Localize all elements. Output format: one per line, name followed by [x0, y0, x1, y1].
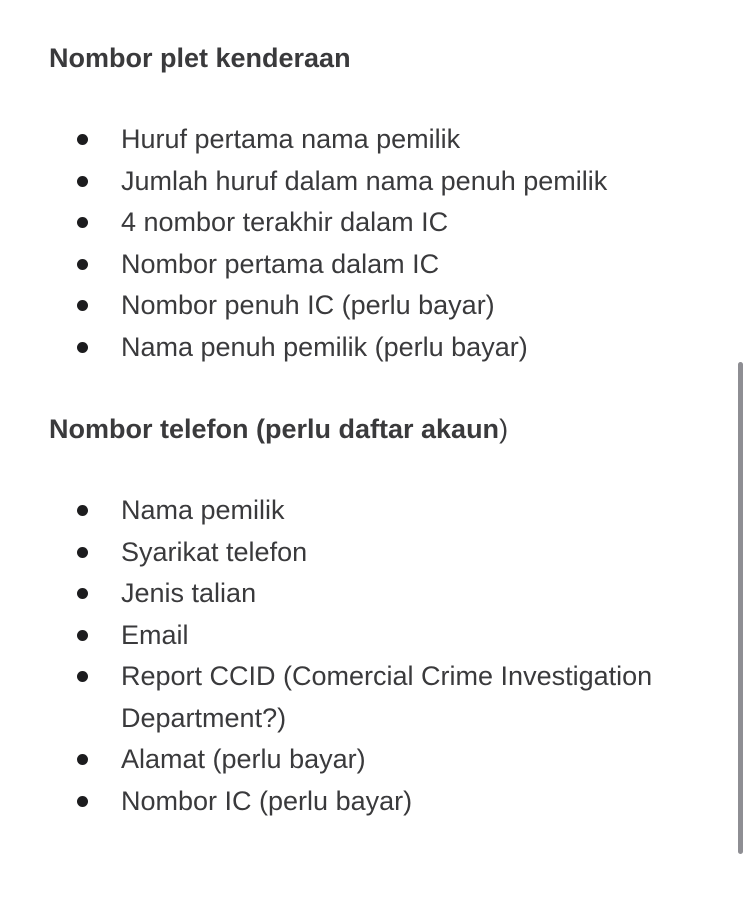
list-item: Alamat (perlu bayar): [49, 739, 729, 781]
list-item: Nombor penuh IC (perlu bayar): [49, 285, 729, 327]
bullet-icon: [77, 588, 88, 599]
list-item: Email: [49, 615, 729, 657]
section-heading-vehicle-plate: [49, 38, 729, 78]
bullet-icon: [77, 671, 88, 682]
bullet-icon: [77, 176, 88, 187]
bullet-icon: [77, 217, 88, 228]
bullet-icon: [77, 796, 88, 807]
bullet-icon: [77, 754, 88, 765]
bullet-icon: [77, 342, 88, 353]
vehicle-plate-list: [49, 119, 729, 368]
vertical-scrollbar[interactable]: [738, 362, 743, 854]
bullet-icon: [77, 630, 88, 641]
phone-number-list: [49, 490, 729, 822]
list-item: Nama pemilik: [49, 490, 729, 532]
list-item: 4 nombor terakhir dalam IC: [49, 202, 729, 244]
bullet-icon: [77, 134, 88, 145]
heading-text-tail: ): [499, 414, 509, 444]
list-item: Report CCID (Comercial Crime Investigation Department?): [49, 656, 729, 739]
bullet-icon: [77, 505, 88, 516]
section-heading-phone-number: [49, 409, 729, 449]
list-item: Syarikat telefon: [49, 532, 729, 574]
bullet-icon: [77, 300, 88, 311]
list-item: Nombor pertama dalam IC: [49, 244, 729, 286]
bullet-icon: [77, 259, 88, 270]
list-item: Nama penuh pemilik (perlu bayar): [49, 327, 729, 369]
list-item: Jumlah huruf dalam nama penuh pemilik: [49, 161, 729, 203]
list-item: Huruf pertama nama pemilik: [49, 119, 729, 161]
bullet-icon: [77, 547, 88, 558]
heading-text: Nombor plet kenderaan: [49, 43, 351, 73]
list-item: Jenis talian: [49, 573, 729, 615]
heading-text-bold: Nombor telefon (perlu daftar akaun: [49, 414, 500, 444]
list-item: Nombor IC (perlu bayar): [49, 781, 729, 823]
note-content: [49, 38, 729, 822]
